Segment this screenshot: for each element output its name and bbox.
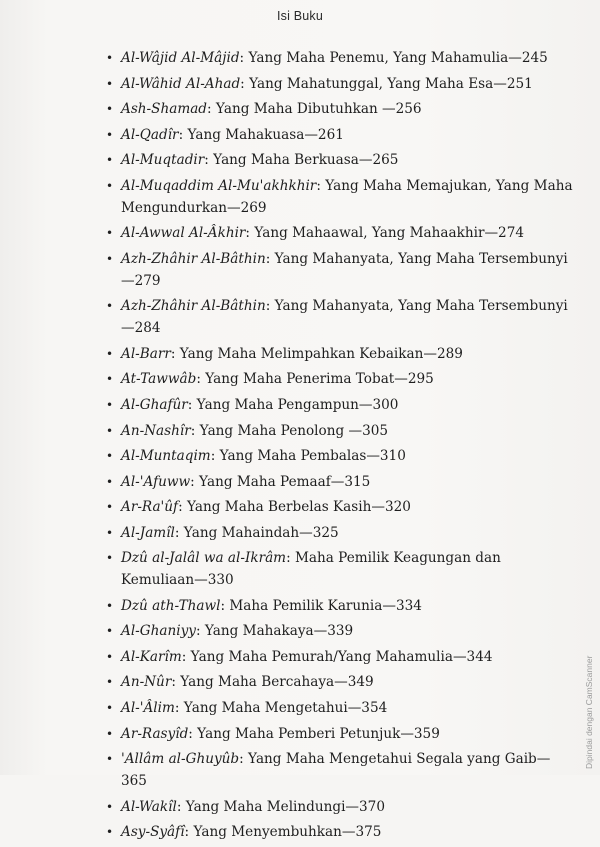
entry-description: : Yang Maha Berkuasa—265 xyxy=(204,152,399,169)
list-item xyxy=(102,47,574,69)
bullet-icon: • xyxy=(106,76,114,91)
bullet-icon: • xyxy=(106,251,114,266)
entry-description: : Yang Maha Pemberi Petunjuk—359 xyxy=(188,725,440,742)
bullet-icon: • xyxy=(106,127,114,142)
entry-name: Al-Ghaniyy xyxy=(121,623,196,640)
entry-name: Ash-Shamad xyxy=(121,101,208,118)
list-item xyxy=(102,646,574,668)
bullet-icon: • xyxy=(106,372,114,387)
entry-description: : Yang Menyembuhkan—375 xyxy=(184,824,382,841)
bullet-icon: • xyxy=(106,525,114,540)
entry-description: : Maha Pemilik Karunia—334 xyxy=(220,597,422,614)
entry-description: : Yang Maha Mengetahui Segala yang Gaib—365 xyxy=(121,751,551,790)
entry-description: : Yang Mahanyata, Yang Maha Tersembunyi—279 xyxy=(121,250,568,289)
list-item xyxy=(102,394,574,416)
entry-description: : Yang Maha Pembalas—310 xyxy=(210,448,406,465)
bullet-icon: • xyxy=(106,398,114,413)
entry-name: Al-'Âlim xyxy=(121,700,175,717)
bullet-icon: • xyxy=(106,675,114,690)
list-item xyxy=(102,471,574,493)
entry-name: Al-Wakîl xyxy=(121,798,177,815)
entry-name: Al-Awwal Al-Âkhir xyxy=(121,225,246,242)
bullet-icon: • xyxy=(106,226,114,241)
entry-name: Azh-Zhâhir Al-Bâthin xyxy=(121,298,266,315)
entry-description: : Yang Maha Pemurah/Yang Mahamulia—344 xyxy=(181,648,493,665)
entry-name: Al-Muqtadir xyxy=(121,152,205,169)
bullet-icon: • xyxy=(106,799,114,814)
entry-name: Ar-Rasyîd xyxy=(121,725,189,742)
list-item xyxy=(102,222,574,244)
entry-name: Al-Muntaqim xyxy=(121,448,211,465)
entry-description: : Yang Maha Penerima Tobat—295 xyxy=(196,371,434,388)
entry-name: Al-Ghafûr xyxy=(121,397,188,414)
bullet-icon: • xyxy=(106,598,114,613)
list-item xyxy=(102,697,574,719)
list-item xyxy=(102,175,574,219)
bullet-icon: • xyxy=(106,500,114,515)
entry-description: : Yang Maha Penolong —305 xyxy=(190,422,389,439)
entry-description: : Yang Maha Dibutuhkan —256 xyxy=(207,101,422,118)
entry-name: An-Nûr xyxy=(121,674,172,691)
bullet-icon: • xyxy=(106,449,114,464)
entry-description: : Yang Maha Pemaaf—315 xyxy=(190,473,371,490)
entry-name: Al-'Afuww xyxy=(121,473,191,490)
entry-description: : Maha Pemilik Keagungan dan Kemuliaan—330 xyxy=(121,550,501,589)
bullet-icon: • xyxy=(106,51,114,65)
list-item xyxy=(102,149,574,171)
list-item xyxy=(102,595,574,617)
entry-name: Al-Wâjid Al-Mâjid xyxy=(121,50,240,66)
list-item xyxy=(102,522,574,544)
table-of-contents-list xyxy=(102,47,574,847)
entry-description: : Yang Maha Pengampun—300 xyxy=(187,397,399,414)
entry-name: Al-Wâhid Al-Ahad xyxy=(121,75,241,92)
entry-name: Al-Jamîl xyxy=(121,524,175,541)
entry-name: An-Nashîr xyxy=(121,422,191,439)
list-item xyxy=(102,420,574,442)
list-item xyxy=(102,821,574,843)
entry-name: Dzû al-Jalâl wa al-Ikrâm xyxy=(121,550,287,567)
bullet-icon: • xyxy=(106,726,114,741)
list-item xyxy=(102,248,574,292)
entry-description: : Yang Mahakuasa—261 xyxy=(178,126,344,143)
list-item xyxy=(102,748,574,792)
list-item xyxy=(102,796,574,818)
bullet-icon: • xyxy=(106,102,114,117)
bullet-icon: • xyxy=(106,825,114,840)
entry-name: Ar-Ra'ûf xyxy=(121,499,179,516)
bullet-icon: • xyxy=(106,299,114,314)
bullet-icon: • xyxy=(106,178,114,193)
list-item xyxy=(102,124,574,146)
list-item xyxy=(102,496,574,518)
entry-name: 'Allâm al-Ghuyûb xyxy=(121,751,240,768)
list-item xyxy=(102,343,574,365)
bullet-icon: • xyxy=(106,346,114,361)
bullet-icon: • xyxy=(106,701,114,716)
entry-description: : Yang Maha Mengetahui—354 xyxy=(174,700,388,717)
list-item xyxy=(102,671,574,693)
entry-name: Dzû ath-Thawl xyxy=(121,597,221,614)
list-item xyxy=(102,368,574,390)
list-item xyxy=(102,445,574,467)
entry-description: : Yang Mahakaya—339 xyxy=(195,623,354,640)
entry-name: Al-Muqaddim Al-Mu'akhkhir xyxy=(121,177,317,194)
scanner-watermark: Dipindai dengan CamScanner xyxy=(584,655,594,769)
entry-description: : Yang Mahaawal, Yang Mahaakhir—274 xyxy=(245,225,525,242)
bullet-icon: • xyxy=(106,153,114,168)
list-item xyxy=(102,547,574,591)
entry-description: : Yang Mahanyata, Yang Maha Tersembunyi—284 xyxy=(121,298,568,337)
entry-description: : Yang Maha Melimpahkan Kebaikan—289 xyxy=(170,345,463,362)
list-item xyxy=(102,73,574,95)
running-header: Isi Buku xyxy=(276,9,324,23)
list-item xyxy=(102,620,574,642)
bullet-icon: • xyxy=(106,551,114,566)
entry-description: : Yang Maha Melindungi—370 xyxy=(176,798,385,815)
entry-name: Asy-Syâfî xyxy=(121,824,185,841)
bullet-icon: • xyxy=(106,752,114,767)
entry-description: : Yang Mahaindah—325 xyxy=(174,524,339,541)
entry-description: : Yang Mahatunggal, Yang Maha Esa—251 xyxy=(240,75,533,92)
list-item xyxy=(102,295,574,339)
entry-name: Azh-Zhâhir Al-Bâthin xyxy=(121,250,266,267)
bullet-icon: • xyxy=(106,423,114,438)
entry-name: Al-Karîm xyxy=(121,648,182,665)
entry-name: At-Tawwâb xyxy=(121,371,197,388)
entry-name: Al-Barr xyxy=(121,345,171,362)
bullet-icon: • xyxy=(106,624,114,639)
entry-description: : Yang Maha Memajukan, Yang Maha Mengundurkan—269 xyxy=(121,177,573,216)
entry-description: : Yang Maha Bercahaya—349 xyxy=(171,674,374,691)
entry-description: : Yang Maha Penemu, Yang Mahamulia—245 xyxy=(239,50,548,66)
list-item xyxy=(102,98,574,120)
bullet-icon: • xyxy=(106,474,114,489)
entry-name: Al-Qadîr xyxy=(121,126,179,143)
bullet-icon: • xyxy=(106,649,114,664)
entry-description: : Yang Maha Berbelas Kasih—320 xyxy=(178,499,411,516)
list-item xyxy=(102,723,574,745)
